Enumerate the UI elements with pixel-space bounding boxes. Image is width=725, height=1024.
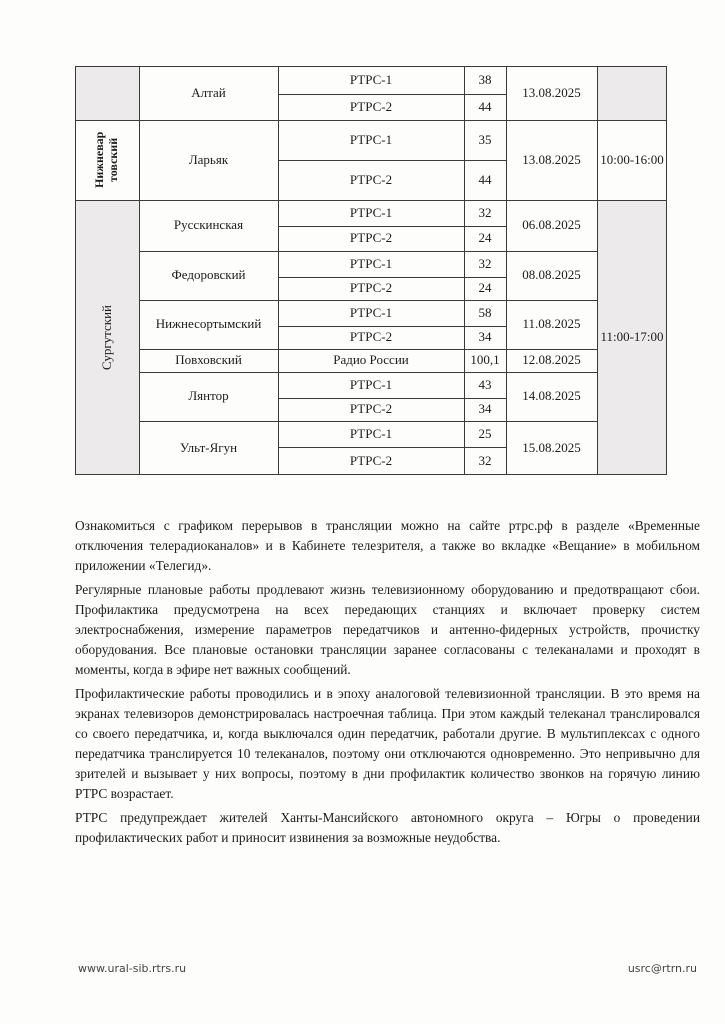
table-border	[506, 66, 507, 475]
locality-cell: Ларьяк	[188, 151, 229, 167]
channel-name-cell: РТРС-2	[349, 452, 393, 468]
channel-name-cell: РТРС-2	[349, 171, 393, 187]
channel-number-cell: 44	[478, 98, 492, 114]
date-cell: 08.08.2025	[522, 267, 581, 283]
locality-cell: Повховский	[175, 352, 242, 368]
table-border	[278, 66, 279, 475]
time-cell	[597, 66, 667, 120]
channel-number-cell: 34	[478, 401, 492, 417]
channel-name-cell: РТРС-1	[349, 131, 393, 147]
footer-website-link[interactable]: www.ural-sib.rtrs.ru	[78, 962, 187, 975]
table-border	[666, 66, 667, 475]
channel-number-cell: 34	[478, 329, 492, 345]
district-cell	[75, 200, 139, 475]
table-border	[75, 66, 667, 67]
channel-number-cell: 24	[478, 230, 492, 246]
date-cell: 13.08.2025	[522, 151, 581, 167]
locality-cell: Нижнесортымский	[155, 316, 262, 332]
table-border	[139, 349, 597, 350]
channel-name-cell: Радио России	[333, 352, 409, 368]
locality-cell: Ульт-Ягун	[179, 439, 238, 455]
table-border	[464, 66, 465, 475]
table-border	[278, 326, 506, 327]
channel-name-cell: РТРС-1	[349, 204, 393, 220]
channel-number-cell: 32	[478, 204, 492, 220]
district-cell	[75, 66, 139, 120]
table-border	[278, 226, 506, 227]
date-cell: 13.08.2025	[522, 84, 581, 100]
table-border	[75, 66, 76, 475]
table-border	[139, 251, 597, 252]
table-border	[597, 66, 598, 475]
channel-number-cell: 35	[478, 131, 492, 147]
footer-email-link[interactable]: usrc@rtrn.ru	[627, 962, 697, 975]
table-border	[139, 372, 597, 373]
locality-cell: Федоровский	[171, 267, 246, 283]
date-cell: 15.08.2025	[522, 439, 581, 455]
table-border	[139, 421, 597, 422]
channel-name-cell: РТРС-1	[349, 425, 393, 441]
time-cell: 10:00-16:00	[600, 151, 664, 167]
table-border	[75, 200, 667, 201]
district-cell	[75, 120, 139, 200]
date-cell: 06.08.2025	[522, 217, 581, 233]
paragraph-apology: РТРС предупреждает жителей Ханты-Мансийского автономного округа – Югры о проведении профилактических работ и приносит извинения за возможные неудобства.	[75, 810, 700, 845]
channel-number-cell: 24	[478, 280, 492, 296]
table-border	[75, 120, 667, 121]
date-cell: 12.08.2025	[522, 352, 581, 368]
channel-number-cell: 100,1	[470, 352, 500, 368]
paragraph-history: Профилактические работы проводились и в эпоху аналоговой телевизионной трансляции. В это время на экранах телевизоров демонстрировалась настроечная таблица. При этом каждый телеканал транслировался со своего передатчика, и, когда выключался один передатчик, работали другие. В мультиплексах с одного передатчика транслируется 10 телеканалов, поэтому они отключаются одновременно. Это непривычно для зрителей и вызывает у них вопросы, поэтому в дни профилактик количество звонков на горячую линию РТРС возрастает.	[75, 686, 700, 801]
channel-name-cell: РТРС-1	[349, 255, 393, 271]
channel-number-cell: 58	[478, 304, 492, 320]
channel-number-cell: 32	[478, 255, 492, 271]
table-border	[278, 398, 506, 399]
channel-name-cell: РТРС-2	[349, 230, 393, 246]
paragraph-schedule-info: Ознакомиться с графиком перерывов в трансляции можно на сайте ртрс.рф в разделе «Временные отключения телерадиоканалов» и в Кабинете телезрителя, а также во вкладке «Вещание» в мобильном приложении «Телегид».	[75, 518, 700, 573]
table-border	[278, 160, 506, 161]
time-cell: 11:00-17:00	[600, 329, 664, 345]
table-border	[278, 447, 506, 448]
locality-cell: Лянтор	[188, 388, 229, 404]
channel-number-cell: 43	[478, 376, 492, 392]
channel-name-cell: РТРС-2	[349, 401, 393, 417]
district-label: Нижневар товский	[92, 131, 120, 189]
table-border	[75, 474, 667, 475]
date-cell: 11.08.2025	[522, 316, 581, 332]
channel-number-cell: 32	[478, 452, 492, 468]
channel-number-cell: 44	[478, 171, 492, 187]
table-border	[278, 94, 506, 95]
schedule-table	[75, 66, 667, 475]
channel-name-cell: РТРС-1	[349, 71, 393, 87]
channel-name-cell: РТРС-1	[349, 304, 393, 320]
table-border	[278, 277, 506, 278]
channel-name-cell: РТРС-2	[349, 98, 393, 114]
date-cell: 14.08.2025	[522, 388, 581, 404]
locality-cell: Русскинская	[173, 217, 244, 233]
table-border	[139, 300, 597, 301]
paragraph-maintenance: Регулярные плановые работы продлевают жизнь телевизионному оборудованию и предотвращают сбои. Профилактика предусмотрена на всех передающих станциях и включает проверку систем электроснабжения, измерение параметров передатчиков и антенно-фидерных устройств, прочистку оборудования. Все плановые остановки трансляции заранее согласованы с телеканалами и проходят в моменты, когда в эфире нет важных сообщений.	[75, 582, 700, 677]
channel-number-cell: 25	[478, 425, 492, 441]
channel-number-cell: 38	[478, 71, 492, 87]
channel-name-cell: РТРС-1	[349, 376, 393, 392]
channel-name-cell: РТРС-2	[349, 280, 393, 296]
channel-name-cell: РТРС-2	[349, 329, 393, 345]
district-label: Сургутский	[98, 304, 114, 371]
table-border	[139, 66, 140, 475]
locality-cell: Алтай	[191, 84, 226, 100]
